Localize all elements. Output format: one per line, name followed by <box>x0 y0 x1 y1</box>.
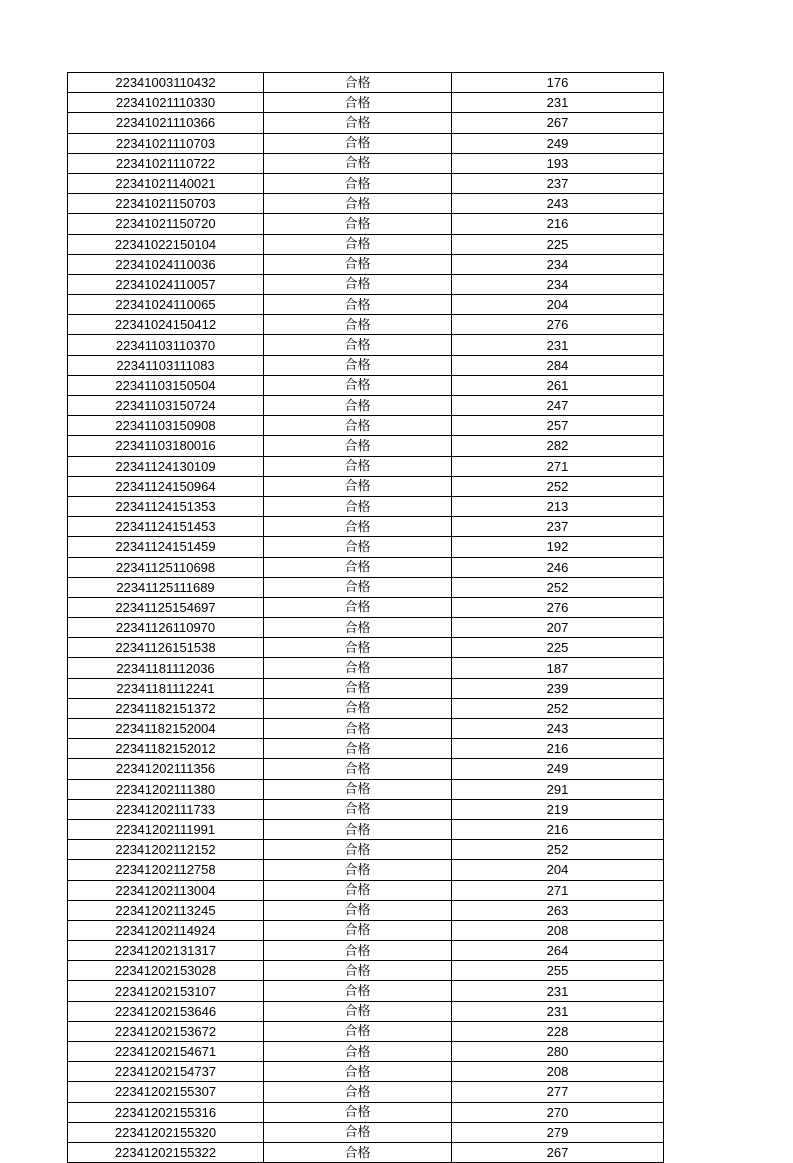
candidate-id-cell: 22341024110065 <box>68 295 264 315</box>
table-row <box>68 557 664 577</box>
status-cell: 合格 <box>264 375 452 395</box>
table-row <box>68 981 664 1001</box>
score-cell: 252 <box>452 577 664 597</box>
candidate-id-cell: 22341202111356 <box>68 759 264 779</box>
status-cell: 合格 <box>264 1042 452 1062</box>
status-cell: 合格 <box>264 93 452 113</box>
candidate-id-cell: 22341202153646 <box>68 1001 264 1021</box>
candidate-id-cell: 22341202153028 <box>68 961 264 981</box>
candidate-id-cell: 22341202154671 <box>68 1042 264 1062</box>
status-cell: 合格 <box>264 517 452 537</box>
candidate-id-cell: 22341103180016 <box>68 436 264 456</box>
status-cell: 合格 <box>264 214 452 234</box>
status-cell: 合格 <box>264 880 452 900</box>
status-cell: 合格 <box>264 113 452 133</box>
candidate-id-cell: 22341103150504 <box>68 375 264 395</box>
score-cell: 267 <box>452 113 664 133</box>
status-cell: 合格 <box>264 173 452 193</box>
status-cell: 合格 <box>264 698 452 718</box>
score-cell: 252 <box>452 840 664 860</box>
candidate-id-cell: 22341182152004 <box>68 719 264 739</box>
status-cell: 合格 <box>264 1021 452 1041</box>
candidate-id-cell: 22341124150964 <box>68 476 264 496</box>
status-cell: 合格 <box>264 678 452 698</box>
table-row <box>68 436 664 456</box>
candidate-id-cell: 22341202112152 <box>68 840 264 860</box>
score-cell: 176 <box>452 73 664 93</box>
candidate-id-cell: 22341202155320 <box>68 1122 264 1142</box>
status-cell: 合格 <box>264 537 452 557</box>
score-cell: 270 <box>452 1102 664 1122</box>
candidate-id-cell: 22341126151538 <box>68 638 264 658</box>
candidate-id-cell: 22341202154737 <box>68 1062 264 1082</box>
status-cell: 合格 <box>264 739 452 759</box>
status-cell: 合格 <box>264 396 452 416</box>
score-cell: 261 <box>452 375 664 395</box>
table-row <box>68 779 664 799</box>
table-row <box>68 93 664 113</box>
table-row <box>68 254 664 274</box>
table-row <box>68 618 664 638</box>
score-cell: 234 <box>452 254 664 274</box>
table-row <box>68 153 664 173</box>
status-cell: 合格 <box>264 900 452 920</box>
status-cell: 合格 <box>264 819 452 839</box>
table-row <box>68 496 664 516</box>
candidate-id-cell: 22341202111733 <box>68 799 264 819</box>
table-row <box>68 234 664 254</box>
table-row <box>68 537 664 557</box>
candidate-id-cell: 22341103150908 <box>68 416 264 436</box>
candidate-id-cell: 22341021110330 <box>68 93 264 113</box>
candidate-id-cell: 22341024110057 <box>68 274 264 294</box>
status-cell: 合格 <box>264 1102 452 1122</box>
score-cell: 282 <box>452 436 664 456</box>
candidate-id-cell: 22341024110036 <box>68 254 264 274</box>
candidate-id-cell: 22341003110432 <box>68 73 264 93</box>
status-cell: 合格 <box>264 719 452 739</box>
score-cell: 237 <box>452 517 664 537</box>
candidate-id-cell: 22341202155307 <box>68 1082 264 1102</box>
status-cell: 合格 <box>264 234 452 254</box>
table-row <box>68 1082 664 1102</box>
candidate-id-cell: 22341202155316 <box>68 1102 264 1122</box>
status-cell: 合格 <box>264 456 452 476</box>
status-cell: 合格 <box>264 779 452 799</box>
candidate-id-cell: 22341126110970 <box>68 618 264 638</box>
score-cell: 234 <box>452 274 664 294</box>
table-row <box>68 456 664 476</box>
score-cell: 264 <box>452 941 664 961</box>
table-row <box>68 194 664 214</box>
score-cell: 213 <box>452 496 664 516</box>
table-row <box>68 1142 664 1162</box>
table-row <box>68 173 664 193</box>
score-cell: 231 <box>452 93 664 113</box>
score-cell: 263 <box>452 900 664 920</box>
table-row <box>68 396 664 416</box>
table-row <box>68 880 664 900</box>
table-row <box>68 961 664 981</box>
candidate-id-cell: 22341103111083 <box>68 355 264 375</box>
status-cell: 合格 <box>264 759 452 779</box>
status-cell: 合格 <box>264 557 452 577</box>
table-row <box>68 517 664 537</box>
candidate-id-cell: 22341182151372 <box>68 698 264 718</box>
table-row <box>68 1122 664 1142</box>
status-cell: 合格 <box>264 1142 452 1162</box>
score-table-body <box>68 73 664 1163</box>
table-row <box>68 1001 664 1021</box>
score-cell: 193 <box>452 153 664 173</box>
candidate-id-cell: 22341182152012 <box>68 739 264 759</box>
candidate-id-cell: 22341202155322 <box>68 1142 264 1162</box>
score-cell: 252 <box>452 476 664 496</box>
candidate-id-cell: 22341181112036 <box>68 658 264 678</box>
status-cell: 合格 <box>264 1062 452 1082</box>
table-row <box>68 315 664 335</box>
status-cell: 合格 <box>264 436 452 456</box>
table-row <box>68 133 664 153</box>
status-cell: 合格 <box>264 941 452 961</box>
score-cell: 271 <box>452 456 664 476</box>
score-cell: 231 <box>452 335 664 355</box>
score-cell: 279 <box>452 1122 664 1142</box>
score-cell: 204 <box>452 860 664 880</box>
score-cell: 291 <box>452 779 664 799</box>
status-cell: 合格 <box>264 840 452 860</box>
score-cell: 284 <box>452 355 664 375</box>
score-cell: 187 <box>452 658 664 678</box>
candidate-id-cell: 22341202153672 <box>68 1021 264 1041</box>
table-row <box>68 719 664 739</box>
status-cell: 合格 <box>264 597 452 617</box>
candidate-id-cell: 22341021110703 <box>68 133 264 153</box>
table-row <box>68 375 664 395</box>
table-row <box>68 698 664 718</box>
score-cell: 243 <box>452 194 664 214</box>
score-cell: 216 <box>452 214 664 234</box>
candidate-id-cell: 22341124151459 <box>68 537 264 557</box>
status-cell: 合格 <box>264 981 452 1001</box>
table-row <box>68 799 664 819</box>
candidate-id-cell: 22341103110370 <box>68 335 264 355</box>
status-cell: 合格 <box>264 618 452 638</box>
score-cell: 225 <box>452 234 664 254</box>
status-cell: 合格 <box>264 335 452 355</box>
score-cell: 192 <box>452 537 664 557</box>
table-row <box>68 476 664 496</box>
candidate-id-cell: 22341202111380 <box>68 779 264 799</box>
table-row <box>68 73 664 93</box>
score-cell: 225 <box>452 638 664 658</box>
candidate-id-cell: 22341125110698 <box>68 557 264 577</box>
candidate-id-cell: 22341125111689 <box>68 577 264 597</box>
table-row <box>68 941 664 961</box>
score-cell: 246 <box>452 557 664 577</box>
status-cell: 合格 <box>264 638 452 658</box>
candidate-id-cell: 22341125154697 <box>68 597 264 617</box>
status-cell: 合格 <box>264 73 452 93</box>
candidate-id-cell: 22341124151353 <box>68 496 264 516</box>
score-cell: 243 <box>452 719 664 739</box>
status-cell: 合格 <box>264 496 452 516</box>
score-cell: 247 <box>452 396 664 416</box>
candidate-id-cell: 22341022150104 <box>68 234 264 254</box>
candidate-id-cell: 22341202153107 <box>68 981 264 1001</box>
score-cell: 252 <box>452 698 664 718</box>
score-cell: 276 <box>452 597 664 617</box>
candidate-id-cell: 22341181112241 <box>68 678 264 698</box>
score-cell: 228 <box>452 1021 664 1041</box>
status-cell: 合格 <box>264 194 452 214</box>
status-cell: 合格 <box>264 1122 452 1142</box>
status-cell: 合格 <box>264 920 452 940</box>
score-cell: 237 <box>452 173 664 193</box>
candidate-id-cell: 22341103150724 <box>68 396 264 416</box>
table-row <box>68 295 664 315</box>
table-row <box>68 1102 664 1122</box>
status-cell: 合格 <box>264 961 452 981</box>
table-row <box>68 840 664 860</box>
status-cell: 合格 <box>264 860 452 880</box>
score-cell: 239 <box>452 678 664 698</box>
table-row <box>68 658 664 678</box>
table-row <box>68 214 664 234</box>
status-cell: 合格 <box>264 1001 452 1021</box>
table-row <box>68 759 664 779</box>
status-cell: 合格 <box>264 577 452 597</box>
candidate-id-cell: 22341024150412 <box>68 315 264 335</box>
score-cell: 249 <box>452 759 664 779</box>
table-row <box>68 678 664 698</box>
candidate-id-cell: 22341202111991 <box>68 819 264 839</box>
table-row <box>68 113 664 133</box>
candidate-id-cell: 22341124151453 <box>68 517 264 537</box>
score-cell: 276 <box>452 315 664 335</box>
score-cell: 204 <box>452 295 664 315</box>
score-cell: 267 <box>452 1142 664 1162</box>
score-cell: 255 <box>452 961 664 981</box>
candidate-id-cell: 22341021150703 <box>68 194 264 214</box>
candidate-id-cell: 22341021150720 <box>68 214 264 234</box>
score-cell: 219 <box>452 799 664 819</box>
table-row <box>68 1062 664 1082</box>
table-row <box>68 1042 664 1062</box>
table-row <box>68 900 664 920</box>
score-table <box>67 72 664 1163</box>
score-cell: 257 <box>452 416 664 436</box>
candidate-id-cell: 22341202113004 <box>68 880 264 900</box>
score-cell: 277 <box>452 1082 664 1102</box>
score-cell: 216 <box>452 739 664 759</box>
status-cell: 合格 <box>264 1082 452 1102</box>
status-cell: 合格 <box>264 658 452 678</box>
table-row <box>68 274 664 294</box>
status-cell: 合格 <box>264 295 452 315</box>
status-cell: 合格 <box>264 799 452 819</box>
status-cell: 合格 <box>264 274 452 294</box>
status-cell: 合格 <box>264 133 452 153</box>
table-row <box>68 819 664 839</box>
table-row <box>68 739 664 759</box>
table-row <box>68 638 664 658</box>
score-cell: 271 <box>452 880 664 900</box>
score-cell: 231 <box>452 981 664 1001</box>
score-cell: 208 <box>452 1062 664 1082</box>
table-row <box>68 335 664 355</box>
status-cell: 合格 <box>264 254 452 274</box>
candidate-id-cell: 22341124130109 <box>68 456 264 476</box>
table-row <box>68 355 664 375</box>
score-cell: 231 <box>452 1001 664 1021</box>
table-row <box>68 416 664 436</box>
candidate-id-cell: 22341021110366 <box>68 113 264 133</box>
score-cell: 249 <box>452 133 664 153</box>
status-cell: 合格 <box>264 315 452 335</box>
candidate-id-cell: 22341202113245 <box>68 900 264 920</box>
table-row <box>68 920 664 940</box>
table-row <box>68 597 664 617</box>
status-cell: 合格 <box>264 355 452 375</box>
table-row <box>68 860 664 880</box>
candidate-id-cell: 22341202131317 <box>68 941 264 961</box>
score-cell: 216 <box>452 819 664 839</box>
status-cell: 合格 <box>264 153 452 173</box>
status-cell: 合格 <box>264 416 452 436</box>
score-cell: 208 <box>452 920 664 940</box>
table-row <box>68 577 664 597</box>
score-cell: 280 <box>452 1042 664 1062</box>
score-cell: 207 <box>452 618 664 638</box>
candidate-id-cell: 22341202112758 <box>68 860 264 880</box>
candidate-id-cell: 22341021110722 <box>68 153 264 173</box>
candidate-id-cell: 22341202114924 <box>68 920 264 940</box>
candidate-id-cell: 22341021140021 <box>68 173 264 193</box>
table-row <box>68 1021 664 1041</box>
status-cell: 合格 <box>264 476 452 496</box>
